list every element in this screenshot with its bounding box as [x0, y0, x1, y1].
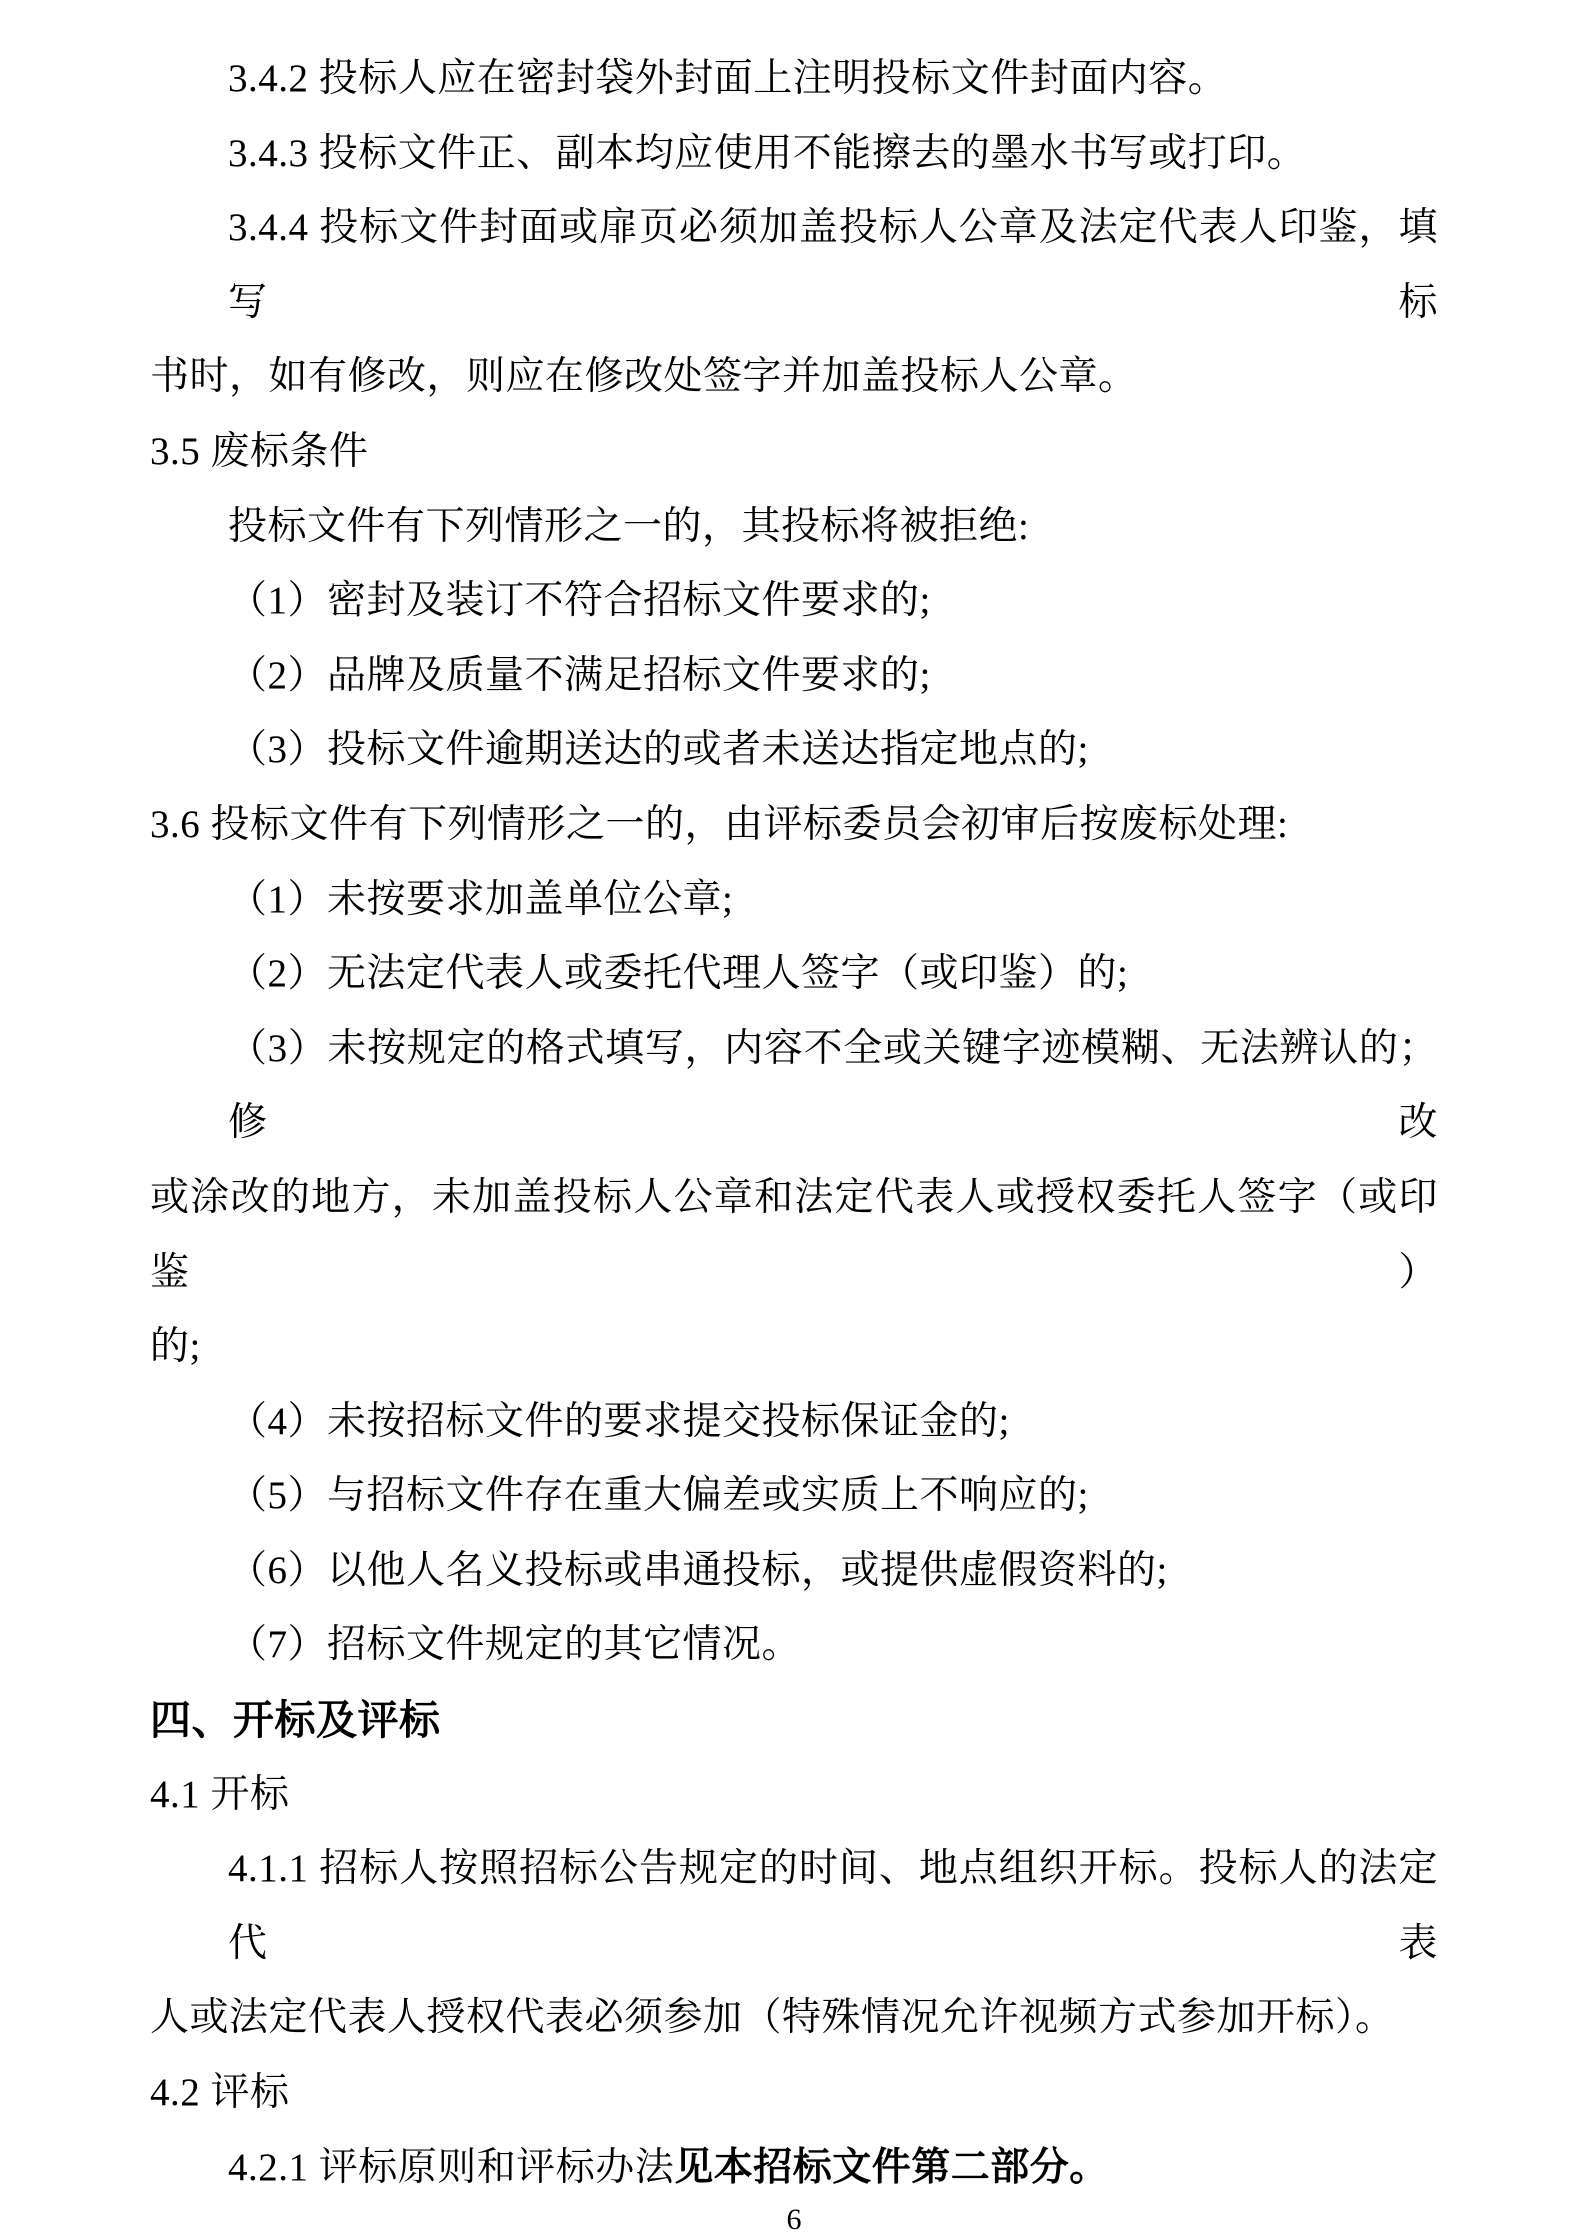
clause-3-6-intro: 3.6 投标文件有下列情形之一的，由评标委员会初审后按废标处理: — [150, 802, 1289, 846]
clause-3-4-4-line-2: 书时，如有修改，则应在修改处签字并加盖投标人公章。 — [150, 355, 1138, 399]
clause-3-4-2: 3.4.2 投标人应在密封袋外封面上注明投标文件封面内容。 — [228, 57, 1228, 100]
reject-item-2: （2）品牌及质量不满足招标文件要求的; — [228, 653, 931, 697]
invalid-item-4: （4）未按招标文件的要求提交投标保证金的; — [228, 1399, 1010, 1443]
invalid-item-7: （7）招标文件规定的其它情况。 — [228, 1623, 802, 1667]
invalid-item-3-line-3: 的; — [150, 1325, 201, 1369]
heading-4-2: 4.2 评标 — [150, 2071, 290, 2115]
clause-4-2-1-bold-text: 见本招标文件第二部分。 — [674, 2145, 1109, 2189]
heading-3-5: 3.5 废标条件 — [150, 429, 369, 473]
clause-4-1-1-line-1: 4.1.1 招标人按照招标公告规定的时间、地点组织开标。投标人的法定代表 — [228, 1847, 1438, 1965]
clause-4-2-1-normal-text: 4.2.1 评标原则和评标办法 — [228, 2145, 675, 2189]
document-body — [150, 42, 1438, 2239]
page-number: 6 — [786, 2203, 802, 2237]
clause-4-2-1 — [150, 2131, 1438, 2206]
invalid-item-1: （1）未按要求加盖单位公章; — [228, 877, 734, 921]
invalid-item-3-line-2: 或涂改的地方，未加盖投标人公章和法定代表人或授权委托人签字（或印鉴） — [150, 1175, 1438, 1294]
invalid-item-3-line-1: （3）未按规定的格式填写，内容不全或关键字迹模糊、无法辨认的；修改 — [228, 1026, 1438, 1145]
heading-4-1: 4.1 开标 — [150, 1772, 290, 1816]
reject-item-3: （3）投标文件逾期送达的或者未送达指定地点的; — [228, 728, 1089, 772]
invalid-item-6: （6）以他人名义投标或串通投标，或提供虚假资料的; — [228, 1548, 1168, 1592]
clause-3-4-4-line-1: 3.4.4 投标文件封面或扉页必须加盖投标人公章及法定代表人印鉴，填写标 — [228, 206, 1438, 324]
clause-4-1-1-line-2: 人或法定代表人授权代表必须参加（特殊情况允许视频方式参加开标）。 — [150, 1996, 1395, 2040]
invalid-item-5: （5）与招标文件存在重大偏差或实质上不响应的; — [228, 1474, 1089, 1518]
reject-item-1: （1）密封及装订不符合招标文件要求的; — [228, 579, 931, 623]
heading-section-4: 四、开标及评标 — [150, 1697, 441, 1744]
para-reject-intro: 投标文件有下列情形之一的，其投标将被拒绝: — [228, 504, 1030, 548]
clause-3-4-3: 3.4.3 投标文件正、副本均应使用不能擦去的墨水书写或打印。 — [228, 131, 1307, 175]
invalid-item-2: （2）无法定代表人或委托代理人签字（或印鉴）的; — [228, 952, 1129, 996]
